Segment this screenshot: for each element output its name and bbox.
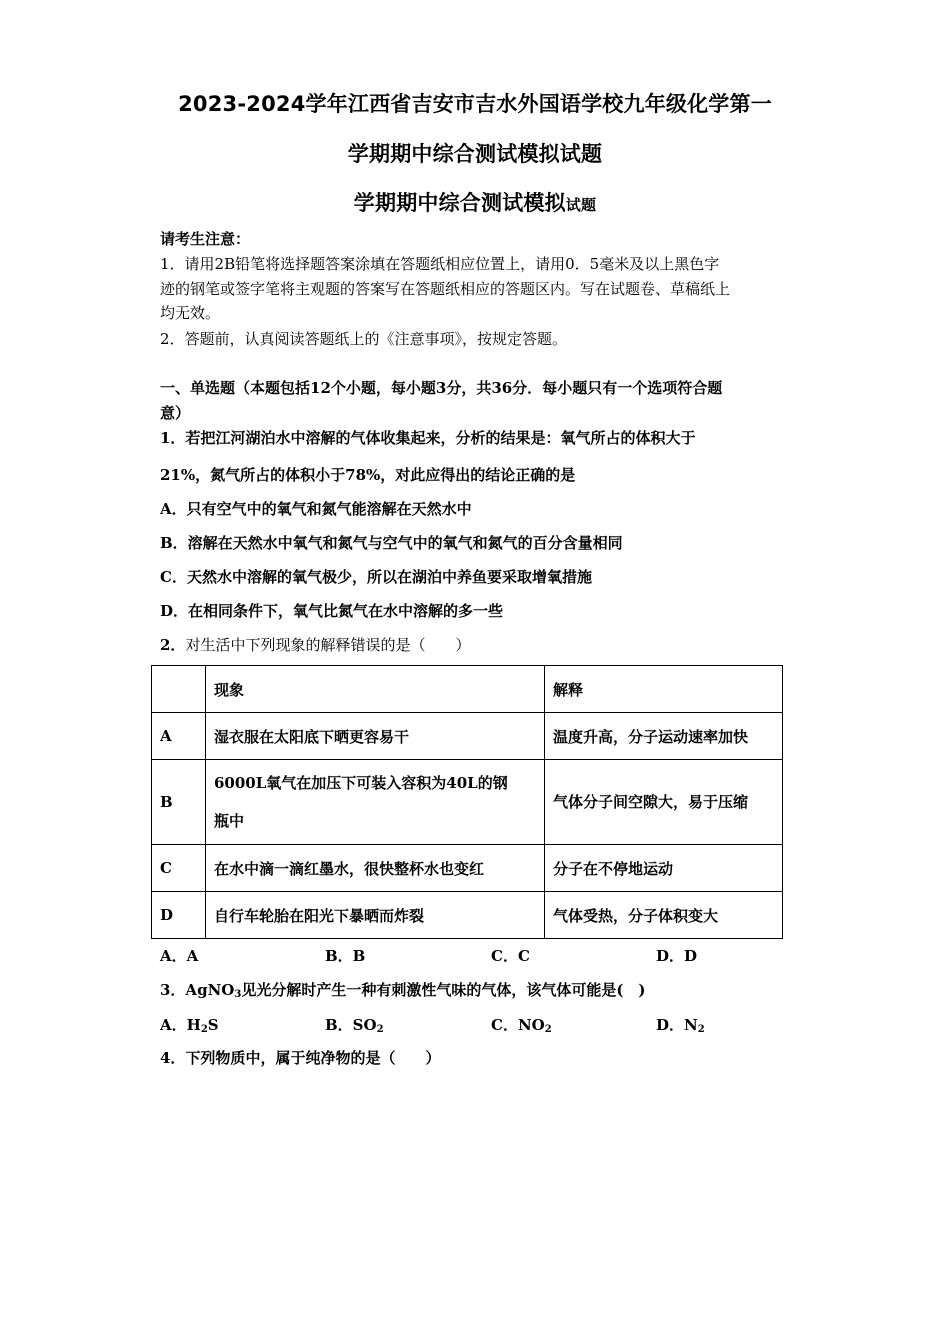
q2-option-a: A．A	[160, 947, 199, 965]
q2-table-header-phenomenon: 现象	[206, 666, 545, 713]
q3-option-b-pre: B．SO	[325, 1016, 377, 1034]
q3-option-c	[491, 1014, 552, 1035]
q2-row-c-key: C	[152, 845, 206, 892]
q1-option-b: B．溶解在天然水中氧气和氮气与空气中的氧气和氮气的百分含量相同	[160, 534, 623, 552]
q1-option-c: C．天然水中溶解的氧气极少，所以在湖泊中养鱼要采取增氧措施	[160, 568, 592, 586]
q2-table-header-row	[152, 666, 783, 713]
notice-item1-line1: 1．请用2B铅笔将选择题答案涂填在答题纸相应位置上，请用0．5毫米及以上黑色字	[160, 255, 720, 273]
table-row	[152, 892, 783, 939]
notice-item1-line3: 均无效。	[160, 304, 221, 322]
q2-row-d-key: D	[152, 892, 206, 939]
table-row	[152, 845, 783, 892]
q3-stem-post: 见光分解时产生一种有刺激性气味的气体，该气体可能是( )	[241, 981, 646, 999]
q2-row-c-explanation: 分子在不停地运动	[545, 845, 783, 892]
table-row	[152, 760, 783, 845]
q2-table	[151, 665, 783, 939]
q4-stem: 4．下列物质中，属于纯净物的是（ ）	[160, 1049, 441, 1067]
q2-row-b-phenomenon-line2: 瓶中	[214, 812, 245, 830]
document-title-line3-small: 试题	[565, 196, 597, 214]
q2-option-d: D．D	[656, 947, 698, 965]
q3-option-a-pre: A．H	[160, 1016, 201, 1034]
q2-stem	[160, 634, 470, 655]
q2-row-b-explanation: 气体分子间空隙大，易于压缩	[545, 760, 783, 845]
q3-option-b	[325, 1014, 384, 1035]
q2-row-c-phenomenon: 在水中滴一滴红墨水，很快整杯水也变红	[206, 845, 545, 892]
notice-item1-line2: 迹的钢笔或签字笔将主观题的答案写在答题纸相应的答题区内。写在试题卷、草稿纸上	[160, 280, 731, 298]
q3-option-d	[656, 1014, 705, 1035]
q1-stem-line2: 21%，氮气所占的体积小于78%，对此应得出的结论正确的是	[160, 466, 576, 484]
q3-option-d-sub: 2	[697, 1024, 705, 1035]
table-row	[152, 713, 783, 760]
q2-option-c: C．C	[491, 947, 530, 965]
q2-stem-text: 对生活中下列现象的解释错误的是（ ）	[185, 636, 471, 654]
q1-option-d: D．在相同条件下，氧气比氮气在水中溶解的多一些	[160, 602, 504, 620]
section1-heading-line2: 意）	[160, 404, 191, 422]
q2-option-b: B．B	[325, 947, 366, 965]
q2-row-a-key: A	[152, 713, 206, 760]
q3-option-a	[160, 1014, 219, 1035]
document-title-line3-main: 学期期中综合测试模拟	[353, 191, 566, 215]
q2-row-b-phenomenon-line1: 6000L氧气在加压下可装入容积为40L的钢	[214, 774, 508, 792]
q3-option-c-sub: 2	[544, 1024, 552, 1035]
q2-row-d-phenomenon: 自行车轮胎在阳光下暴晒而炸裂	[206, 892, 545, 939]
q3-stem	[160, 979, 646, 1000]
q2-row-b-key: B	[152, 760, 206, 845]
document-title-line3	[0, 187, 950, 217]
q2-row-b-phenomenon	[206, 760, 545, 845]
q3-option-a-sub: 2	[200, 1024, 208, 1035]
document-title-line1: 2023-2024学年江西省吉安市吉水外国语学校九年级化学第一	[178, 92, 772, 116]
q2-row-a-phenomenon: 湿衣服在太阳底下晒更容易干	[206, 713, 545, 760]
q2-table-header-explanation: 解释	[545, 666, 783, 713]
q2-number: 2．	[160, 636, 186, 654]
notice-item2: 2．答题前，认真阅读答题纸上的《注意事项》，按规定答题。	[160, 330, 568, 348]
q2-row-d-explanation: 气体受热，分子体积变大	[545, 892, 783, 939]
q2-row-a-explanation: 温度升高，分子运动速率加快	[545, 713, 783, 760]
q3-stem-sub: 3	[234, 989, 242, 1000]
q1-stem-line1: 1．若把江河湖泊水中溶解的气体收集起来，分析的结果是：氧气所占的体积大于	[160, 429, 696, 447]
q3-option-b-sub: 2	[376, 1024, 384, 1035]
document-title-line2: 学期期中综合测试模拟试题	[347, 142, 603, 166]
q3-option-d-pre: D．N	[656, 1016, 698, 1034]
q3-option-c-pre: C．NO	[491, 1016, 545, 1034]
q3-option-a-post: S	[207, 1016, 219, 1034]
q2-table-header-key	[152, 666, 206, 713]
section1-heading-line1: 一、单选题（本题包括12个小题，每小题3分，共36分．每小题只有一个选项符合题	[160, 379, 723, 397]
notice-heading: 请考生注意：	[160, 230, 251, 248]
q1-option-a: A．只有空气中的氧气和氮气能溶解在天然水中	[160, 500, 472, 518]
q3-stem-pre: 3．AgNO	[160, 981, 235, 999]
